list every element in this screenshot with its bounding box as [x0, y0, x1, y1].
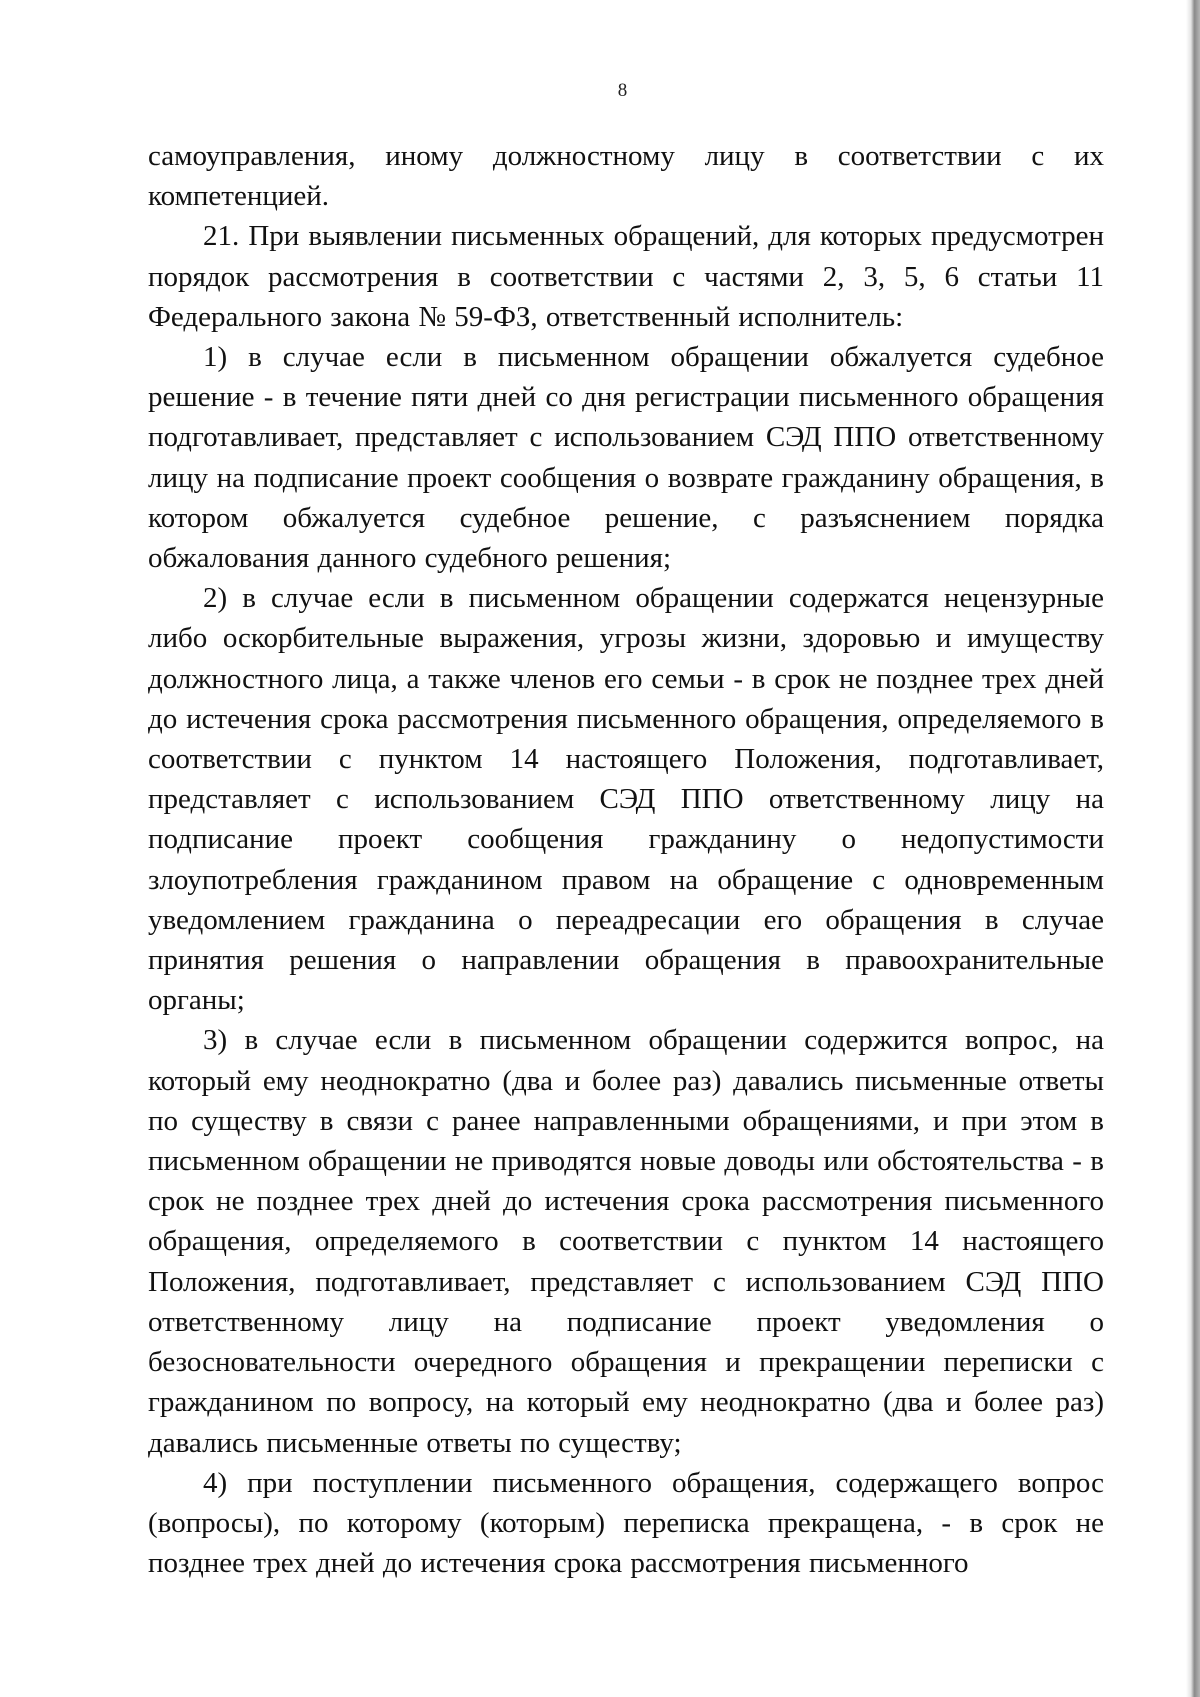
paragraph-subitem-1: 1) в случае если в письменном обращении обжалуется судебное решение - в течение пяти дней со дня регистрации письменного обращения подготавливает, представляет с использованием СЭД ППО ответственному лицу на подписание проект сообщения о возврате гражданину обращения, в котором обжалуется судебное решение, с разъяснением порядка обжалования данного судебного решения; — [148, 341, 1104, 575]
page-number: 8 — [617, 80, 628, 101]
scan-border-shadow — [1186, 0, 1200, 1697]
paragraph-item-21: 21. При выявлении письменных обращений, для которых предусмотрен порядок рассмотрения в соответствии с частями 2, 3, 5, 6 статьи 11 Федерального закона № 59-ФЗ, ответственный исполнитель: — [148, 220, 1104, 333]
paragraph-subitem-4: 4) при поступлении письменного обращения, содержащего вопрос (вопросы), по которому (которым) переписка прекращена, - в срок не позднее трех дней до истечения срока рассмотрения письменного — [148, 1466, 1104, 1580]
paragraph-continuation: самоуправления, иному должностному лицу в соответствии с их компетенцией. — [148, 140, 1104, 213]
paragraph-subitem-3: 3) в случае если в письменном обращении содержится вопрос, на который ему неоднократно (два и более раз) давались письменные ответы по существу в связи с ранее направленными обращениями, и при этом в письменном обращении не приводятся новые доводы или обстоятельства - в срок не позднее трех дней до истечения срока рассмотрения письменного обращения, определяемого в соответствии с пунктом 14 настоящего Положения, подготавливает, представляет с использованием СЭД ППО ответственному лицу на подписание проект уведомления о безосновательности очередного обращения и прекращении переписки с гражданином по вопросу, на который ему неоднократно (два и более раз) давались письменные ответы по существу; — [148, 1024, 1104, 1459]
paragraph-subitem-2: 2) в случае если в письменном обращении содержатся нецензурные либо оскорбительные выражения, угрозы жизни, здоровью и имуществу должностного лица, а также членов его семьи - в срок не позднее трех дней до истечения срока рассмотрения письменного обращения, определяемого в соответствии с пунктом 14 настоящего Положения, подготавливает, представляет с использованием СЭД ППО ответственному лицу на подписание проект сообщения гражданину о недопустимости злоупотребления гражданином правом на обращение с одновременным уведомлением гражданина о переадресации его обращения в случае принятия решения о направлении обращения в правоохранительные органы; — [148, 582, 1104, 1017]
document-body — [148, 136, 1104, 1583]
